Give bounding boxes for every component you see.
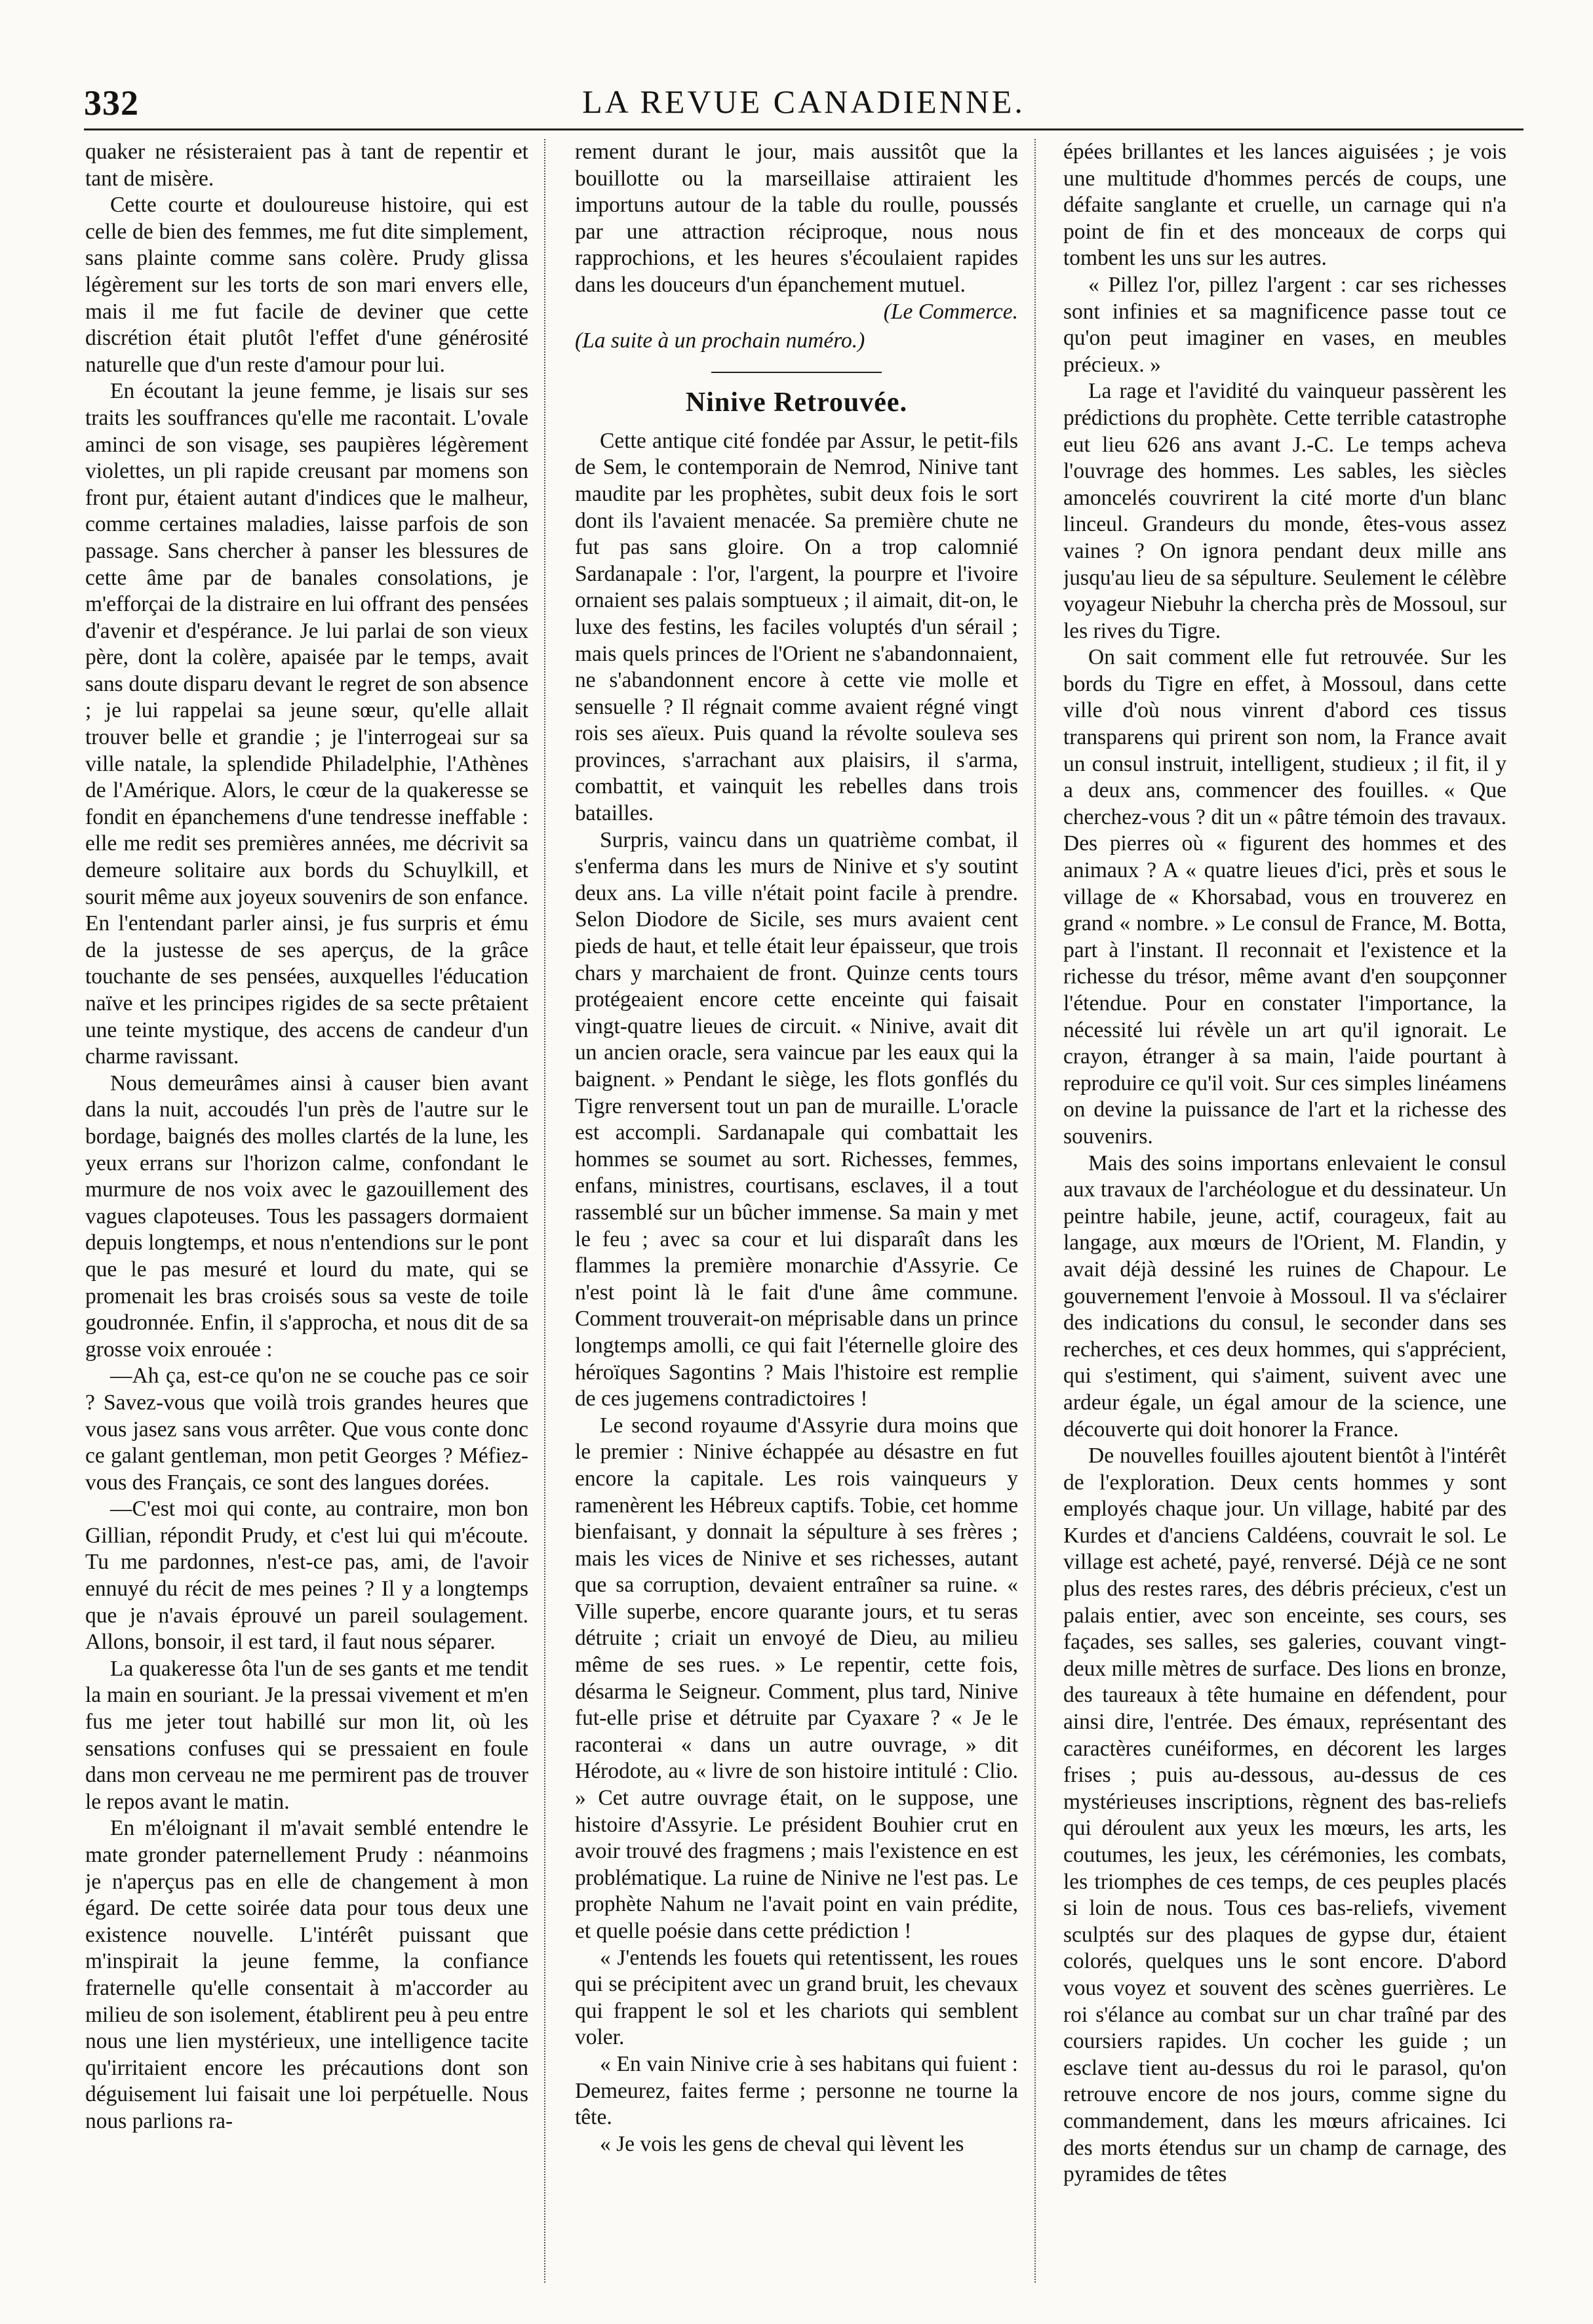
paragraph: « J'entends les fouets qui retentissent, les roues qui se précipitent avec un grand bruit, les chevaux qui frappent le sol et les chariots qui semblent voler. (575, 1945, 1018, 2050)
page-number: 332 (84, 83, 139, 123)
paragraph: Le second royaume d'Assyrie dura moins que le premier : Ninive échappée au désastre en fut encore la capitale. Les rois vainqueurs y ramenèrent les Hébreux captifs. Tobie, cet homme bienfaisant, y donnait la sépulture à ses frères ; mais les vices de Ninive et ses richesses, autant que sa corruption, devaient entraîner sa ruine. « Ville superbe, encore quarante jours, et tu seras détruite ; criait un envoyé de Dieu, au milieu même de ses rues. » Le repentir, cette fois, désarma le Seigneur. Comment, plus tard, Ninive fut-elle prise et détruite par Cyaxare ? « Je le raconterai « dans un autre ouvrage, » dit Hérodote, au « livre de son histoire intitulé : Clio. » Cet autre ouvrage était, on le suppose, une histoire d'Assyrie. Le président Bouhier crut en avoir trouvé des fragmens ; mais l'existence en est problématique. La ruine de Ninive ne l'est pas. Le prophète Nahum ne l'avait point en vain prédite, et quelle poésie dans cette prédiction ! (575, 1413, 1018, 1943)
header-rule (84, 128, 1524, 130)
paragraph: quaker ne résisteraient pas à tant de repentir et tant de misère. (85, 140, 528, 191)
paragraph: Nous demeurâmes ainsi à causer bien avant dans la nuit, accoudés l'un près de l'autre sur le bordage, baignés des molles clartés de la lune, les yeux errans sur l'horizon calme, confondant le murmure de nos voix avec le gazouillement des vagues clapoteuses. Tous les passagers dormaient depuis longtemps, et nous n'entendions sur le pont que le pas mesuré et lourd du mate, qui se promenait les bras croisés sous sa veste de toile goudronnée. Enfin, il s'approcha, et nous dit de sa grosse voix enrouée : (85, 1071, 528, 1362)
paragraph: On sait comment elle fut retrouvée. Sur les bords du Tigre en effet, à Mossoul, dans cette ville d'où nous vinrent d'abord ces tissus transparens qui prirent son nom, la France avait un consul instruit, intelligent, studieux ; il fit, il y a deux ans, commencer des fouilles. « Que cherchez-vous ? dit un « pâtre témoin des travaux. Des pierres où « figurent des hommes et des animaux ? A « quatre lieues d'ici, près et sous le village de « Khorsabad, vous en trouverez en grand « nombre. » Le consul de France, M. Botta, part à l'instant. Il reconnait et l'existence et la richesse du trésor, même avant d'en soupçonner l'étendue. Pour en constater l'importance, la nécessité lui révèle un art qu'il ignorait. Le crayon, étranger à sa main, l'aide pourtant à reproduire ce qu'il voit. Sur ces simples linéamens on devine la puissance de l'art et la richesse des souvenirs. (1063, 645, 1506, 1149)
paragraph: La rage et l'avidité du vainqueur passèrent les prédictions du prophète. Cette terrible catastrophe eut lieu 626 ans avant J.-C. Le temps acheva l'ouvrage des hommes. Les sables, les siècles amoncelés couvrirent la cité morte d'un blanc linceul. Grandeurs du monde, êtes-vous assez vaines ? On ignora pendant deux mille ans jusqu'au lieu de sa sépulture. Seulement le célèbre voyageur Niebuhr la chercha près de Mossoul, sur les rives du Tigre. (1063, 379, 1506, 643)
column-2 (575, 139, 1018, 2289)
paragraph: De nouvelles fouilles ajoutent bientôt à l'intérêt de l'exploration. Deux cents hommes y sont employés chaque jour. Un village, habité par des Kurdes et d'anciens Caldéens, couvrait le sol. Le village est acheté, payé, renversé. Déjà ce ne sont plus des restes rares, des débris précieux, c'est un palais entier, avec son enceinte, ses cours, ses façades, ses salles, ses galeries, couvant vingt-deux mille mètres de surface. Des lions en bronze, des taureaux à tête humaine en défendent, pour ainsi dire, l'entrée. Des émaux, représentant des caractères cunéiformes, en décorent les larges frises ; puis au-dessous, au-dessus de ces mystérieuses inscriptions, règnent des bas-reliefs qui déroulent aux yeux les mœurs, les arts, les coutumes, les jeux, les cérémonies, les combats, les triomphes de ces temps, de ces peuples placés si loin de nous. Tous ces bas-reliefs, vivement sculptés sur des plaques de gypse dur, étaient colorés, quelques uns le sont encore. D'abord vous voyez et souvent des scènes guerrières. Le roi s'élance au combat sur un char traîné par des coursiers rapides. Un cocher les guide ; un esclave tient au-dessus du roi le parasol, qu'on retrouve encore de nos jours, comme signe du commandement, dans les mœurs africaines. Ici des morts étendus sur un champ de carnage, des pyramides de têtes (1063, 1444, 1506, 2187)
column-3 (1063, 139, 1506, 2289)
paragraph: Mais des soins importans enlevaient le consul aux travaux de l'archéologue et du dessinateur. Un peintre habile, jeune, actif, courageux, fait au langage, aux mœurs de l'Orient, M. Flandin, y avait déjà dessiné les ruines de Chapour. Le gouvernement l'envoie à Mossoul. Il va s'éclairer des indications du consul, le seconder dans ses recherches, et ces deux hommes, qui s'apprécient, qui s'estiment, qui s'aiment, suivent avec une ardeur égale, un égal amour de la science, une découverte qui doit honorer la France. (1063, 1151, 1506, 1442)
column-divider-left (544, 139, 545, 2283)
continuation-note: (La suite à un prochain numéro.) (575, 328, 865, 353)
paragraph: —Ah ça, est-ce qu'on ne se couche pas ce soir ? Savez-vous que voilà trois grandes heures que vous jasez sans vous arrêter. Que vous conte donc ce galant gentleman, mon petit Georges ? Méfiez-vous des Français, ce sont des langues dorées. (85, 1364, 528, 1495)
paragraph: « Je vois les gens de cheval qui lèvent les (600, 2131, 964, 2156)
article-title: Ninive Retrouvée. (685, 387, 908, 418)
running-title: LA REVUE CANADIENNE. (582, 83, 1025, 120)
paragraph: En écoutant la jeune femme, je lisais sur ses traits les souffrances qu'elle me racontait. L'ovale aminci de son visage, ses paupières légèrement violettes, un pli rapide creusant par momens son front pur, étaient autant d'indices que le malheur, comme certaines maladies, laisse parfois de son passage. Sans chercher à panser les blessures de cette âme par de banales consolations, je m'efforçai de la distraire en lui offrant des pensées d'avenir et d'espérance. Je lui parlai de son vieux père, dont la colère, apaisée par le temps, avait sans doute disparu devant le regret de son absence ; je lui rappelai sa jeune sœur, qu'elle allait trouver belle et grandie ; je l'interrogeai sur sa ville natale, la splendide Philadelphie, l'Athènes de l'Amérique. Alors, le cœur de la quakeresse se fondit en épanchemens d'une tendresse ineffable : elle me redit ses premières années, me décrivit sa demeure solitaire aux bords du Schuylkill, et sourit même aux joyeux souvenirs de son enfance. En l'entendant parler ainsi, je fus surpris et ému de la justesse de ses aperçus, de la grâce touchante de ses pensées, auxquelles l'éducation naïve et les principes rigides de sa secte prêtaient une teinte mystique, des accens de candeur d'un charme ravissant. (85, 379, 528, 1069)
paragraph: Surpris, vaincu dans un quatrième combat, il s'enferma dans les murs de Ninive et s'y soutint deux ans. La ville n'était point facile à prendre. Selon Diodore de Sicile, ses murs avaient cent pieds de haut, et telle était leur épaisseur, que trois chars y marchaient de front. Quinze cents tours protégeaient encore cette enceinte qui faisait vingt-quatre lieues de circuit. « Ninive, avait dit un ancien oracle, sera vaincue par les eaux qui la baignent. » Pendant le siège, les flots gonflés du Tigre renversent tout un pan de muraille. L'oracle est accompli. Sardanapale qui combattait les hommes se soumet au sort. Richesses, femmes, enfans, ministres, courtisans, esclaves, il a tout rassemblé sur un bûcher immense. Sa main y met le feu ; avec sa cour et lui disparaît dans les flammes la première monarchie d'Assyrie. Ce n'est point là le fait d'une âme commune. Comment trouverait-on méprisable dans un prince longtemps amolli, ce qui fait l'éternelle gloire des héroïques Sagontins ? Mais l'histoire est remplie de ces jugemens contradictoires ! (575, 827, 1018, 1411)
paragraph: « Pillez l'or, pillez l'argent : car ses richesses sont infinies et sa magnificence passe tout ce qu'on peut imaginer en vases, en meubles précieux. » (1063, 272, 1506, 377)
paragraph: —C'est moi qui conte, au contraire, mon bon Gillian, répondit Prudy, et c'est lui qui m'écoute. Tu me pardonnes, n'est-ce pas, ami, de l'avoir ennuyé du récit de mes peines ? Il y a longtemps que je n'avais éprouvé un pareil soulagement. Allons, bonsoir, il est tard, il faut nous séparer. (85, 1497, 528, 1655)
paragraph: rement durant le jour, mais aussitôt que la bouillotte ou la marseillaise attiraient les importuns autour de la table du roulle, poussés par une attraction réciproque, nous nous rapprochions, et les heures s'écoulaient rapides dans les douceurs d'un épanchement mutuel. (575, 140, 1018, 297)
paragraph: La quakeresse ôta l'un de ses gants et me tendit la main en souriant. Je la pressai vivement et m'en fus me jeter tout habillé sur mon lit, où les sensations confuses qui se pressaient en foule dans mon cerveau ne me permirent pas de trouver le repos avant le matin. (85, 1656, 528, 1814)
source-attribution: (Le Commerce. (883, 299, 1018, 324)
paragraph: En m'éloignant il m'avait semblé entendre le mate gronder paternellement Prudy : néanmoins je n'aperçus pas en elle de changement à mon égard. De cette soirée data pour tous deux une existence nouvelle. L'intérêt puissant que m'inspirait la jeune femme, la confiance fraternelle qu'elle consentait à m'accorder au milieu de son isolement, établirent peu à peu entre nous une lien mystérieux, une intelligence tacite qu'irritaient encore les précautions dont son déguisement lui faisait une loi perpétuelle. Nous nous parlions ra- (85, 1816, 528, 2133)
paragraph: Cette courte et douloureuse histoire, qui est celle de bien des femmes, me fut dite simplement, sans plainte comme sans colère. Prudy glissa légèrement sur les torts de son mari envers elle, mais il me fut facile de deviner que cette discrétion était plutôt l'effet d'une générosité naturelle que d'un reste d'amour pour lui. (85, 193, 528, 377)
column-divider-right (1034, 139, 1036, 2283)
paragraph: « En vain Ninive crie à ses habitans qui fuient : Demeurez, faites ferme ; personne ne tourne la tête. (575, 2051, 1018, 2130)
article-separator-rule (711, 372, 882, 373)
paragraph: Cette antique cité fondée par Assur, le petit-fils de Sem, le contemporain de Nemrod, Ninive tant maudite par les prophètes, subit deux fois le sort dont ils l'avaient menacée. Sa première chute ne fut pas sans gloire. On a trop calomnié Sardanapale : l'or, l'argent, la pourpre et l'ivoire ornaient ses palais somptueux ; il aimait, dit-on, le luxe des festins, les faciles voluptés d'un sérail ; mais quels princes de l'Orient ne s'abandonnaient, ne s'abandonnent encore à cette vie molle et sensuelle ? Il régnait comme avaient régné vingt rois ses aïeux. Puis quand la révolte souleva ses provinces, s'arrachant aux plaisirs, il s'arma, combattit, et vainquit les rebelles dans trois batailles. (575, 428, 1018, 826)
paragraph: épées brillantes et les lances aiguisées ; je vois une multitude d'hommes percés de coups, une défaite sanglante et cruelle, un carnage qui n'a point de fin et des monceaux de corps qui tombent les uns sur les autres. (1063, 140, 1506, 271)
column-1 (85, 139, 528, 2289)
page-header (84, 77, 1524, 130)
